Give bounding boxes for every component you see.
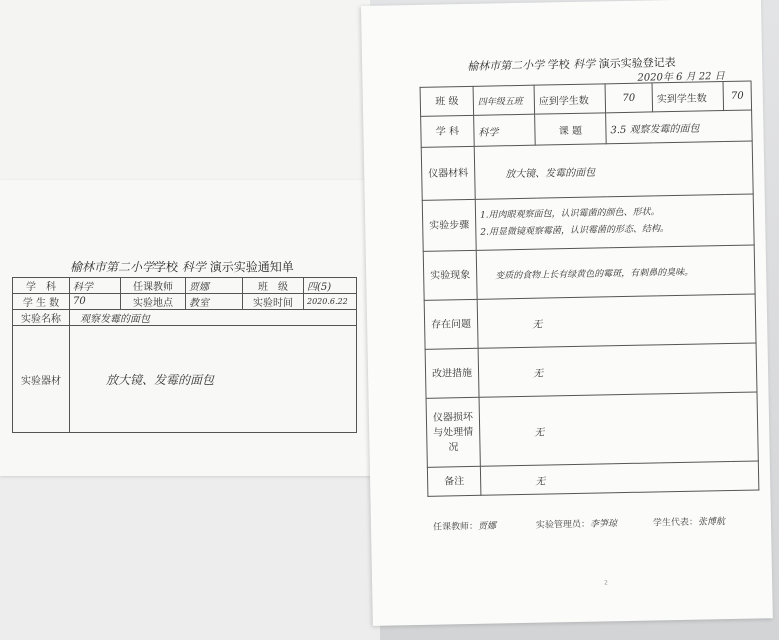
notice-row-subject [13,278,357,294]
register-row-notes [427,461,758,496]
reg-step-1: 1.用肉眼观察面包，认识霉菌的颜色、形状。 [479,207,660,221]
name-value: 观察发霉的面包 [70,310,357,326]
reg-damage-label: 仪器损坏与处理情况 [426,397,480,467]
time-label: 实验时间 [243,294,304,310]
reg-lesson-label: 课 题 [535,113,607,145]
notice-row-name [13,310,357,326]
register-title-school: 榆林市第二小学 [467,58,545,73]
register-title-subject: 科学 [573,57,596,71]
reg-damage-value: 无 [479,392,758,466]
class-label: 班 级 [243,278,304,294]
back-paper-top [0,0,370,183]
register-row-damage [426,392,758,467]
equip-value: 放大镜、发霉的面包 [70,326,357,433]
page-number: 2 [604,579,609,587]
reg-improve-label: 改进措施 [425,348,479,398]
reg-notes-label: 备注 [427,466,481,496]
notice-table [12,277,357,433]
reg-actual-value: 70 [723,81,752,111]
class-value: 四(5) [304,278,357,294]
manager-sig-value: 李笋琼 [589,519,618,530]
notice-row-equip [13,326,357,433]
reg-subject-label: 学 科 [421,115,475,147]
register-row-steps [422,194,754,251]
notice-title [70,258,294,275]
place-value: 教室 [186,294,243,310]
teacher-sig-label: 任课教师： [432,521,479,533]
back-paper-bottom [0,470,380,640]
notice-title-subject: 科学 [181,260,206,274]
reg-class-value: 四年级五班 [473,85,535,115]
register-row-problems [424,294,756,349]
reg-notes-value: 无 [480,461,759,495]
reg-expected-value: 70 [605,83,653,113]
register-sheet [361,0,773,626]
register-row-phenomena [423,245,755,300]
subject-value: 科学 [70,278,121,294]
reg-subject-value: 科学 [474,114,536,146]
teacher-sig-value: 贾娜 [477,521,497,532]
reg-expected-label: 应到学生数 [534,84,606,114]
register-table [420,81,760,497]
notice-title-school: 榆林市第二小学 [70,260,155,274]
reg-improve-value: 无 [478,343,757,397]
notice-row-count [13,294,357,310]
reg-problems-value: 无 [477,294,756,348]
reg-problems-label: 存在问题 [424,299,478,349]
notice-title-rest: 演示实验通知单 [209,260,294,274]
notice-title-mid: 学校 [154,260,179,274]
register-row-improve [425,343,757,398]
manager-signature [536,516,617,531]
student-signature [653,514,725,528]
register-row-equip [421,141,753,200]
reg-equip-label: 仪器材料 [421,146,475,200]
student-sig-value: 张博航 [697,517,726,528]
teacher-value: 贾娜 [186,278,243,294]
reg-phenomena-label: 实验现象 [423,250,477,300]
teacher-signature [433,519,496,533]
count-label: 学 生 数 [13,294,70,310]
reg-class-label: 班 级 [420,86,474,116]
reg-steps-label: 实验步骤 [422,199,476,251]
equip-label: 实验器材 [13,326,70,433]
register-date: 2020年 6 月 22 日 [637,71,725,84]
reg-phenomena-value: 变质的食物上长有绿黄色的霉斑，有刺鼻的臭味。 [476,245,755,299]
reg-actual-label: 实到学生数 [652,82,724,112]
reg-step-2: 2.用显微镜观察霉菌，认识霉菌的形态、结构。 [480,224,670,238]
manager-sig-label: 实验管理员： [535,519,591,531]
notice-sheet [0,180,372,476]
subject-label: 学 科 [13,278,70,294]
place-label: 实验地点 [121,294,186,310]
count-value: 70 [70,294,121,310]
student-sig-label: 学生代表： [652,517,699,529]
name-label: 实验名称 [13,310,70,326]
register-title-mid: 学校 [547,58,570,72]
reg-equip-value: 放大镜、发霉的面包 [474,141,753,199]
register-title-rest: 演示实验登记表 [598,55,676,71]
reg-lesson-value: 3.5 观察发霉的面包 [606,110,753,144]
teacher-label: 任课教师 [121,278,186,294]
time-value: 2020.6.22 [304,294,357,310]
reg-steps-cell [475,194,754,250]
